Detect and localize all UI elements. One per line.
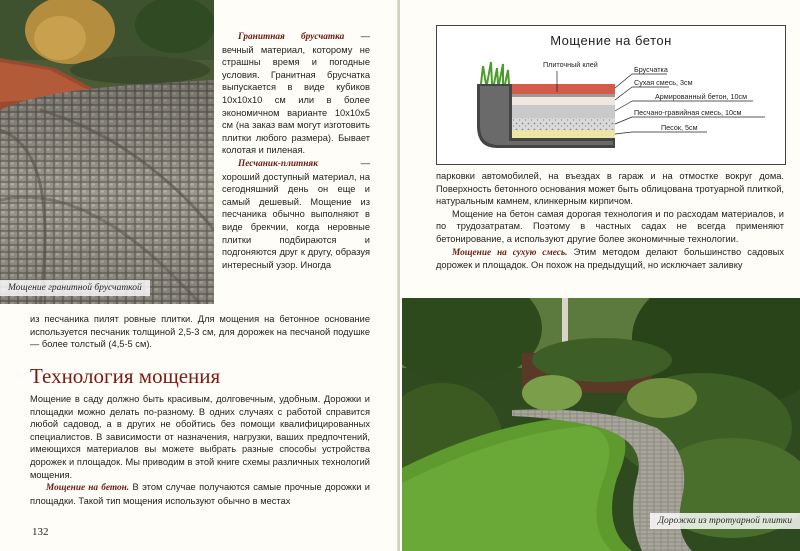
left-page: [0, 0, 398, 551]
granite-paving-illustration: [0, 0, 214, 304]
granite-text: — вечный материал, которому не страшны время и погодные условия. Гранитная брусчатка выпускается в виде кубиков 10х10х10 см или в более экономичном варианте 10х10х5 см (на заказ вам могут изготовить плитки любого размера). Бывает колотая и пиленая.: [222, 31, 370, 156]
dry-mix-text: Этим методом делают большинство садовых дорожек и площадок. Он похож на предыдущий, но исключает заливку: [436, 246, 784, 271]
page-number: 132: [32, 526, 49, 538]
concrete-lead: Мощение на бетон.: [46, 483, 130, 494]
granite-paragraph: [222, 30, 370, 157]
continued-text: из песчаника пилят ровные плитки. Для мощения на бетонное основание используется песчаник толщиной 2,5-3 см, для дорожек на песчаной подушке — более толстый (4,5-5 см).: [30, 314, 370, 350]
technology-body: [30, 393, 370, 507]
photo-caption: Мощение гранитной брусчаткой: [0, 280, 150, 296]
section-heading: Технология мощения: [30, 364, 221, 388]
label-dry-mix: Сухая смесь, 3см: [634, 78, 693, 87]
garden-photo-caption: Дорожка из тротуарной плитки: [650, 513, 800, 529]
concrete-text: В этом случае получаются самые прочные дорожки и площадки. Такой тип мощения используют обычно в местах: [30, 482, 370, 506]
concrete-paragraph: [30, 481, 370, 507]
sandstone-text: — хороший доступный материал, на сегодняшний день он еще и самый дешевый. Мощение из песчаника обычно выполняют в виде брекчии, когда неровные плитки подбираются и подгоняются друг к другу, образуя интересный узор. Иногда: [222, 157, 370, 270]
granite-sandstone-column: [222, 30, 370, 271]
concrete-text-block: [436, 170, 784, 272]
granite-paving-photo: [0, 0, 214, 304]
sandstone-lead: Песчаник-плитняк: [238, 158, 318, 169]
sandstone-continuation: [30, 313, 370, 351]
cost-paragraph: Мощение на бетон самая дорогая технология и по расходам материалов, и по трудозатратам. Поэтому в частных садах не всегда применяют бетонирование, а используют другие более экономичные технологии.: [436, 208, 784, 244]
label-adhesive: Плиточный клей: [543, 60, 598, 69]
dry-mix-lead: Мощение на сухую смесь.: [452, 247, 568, 258]
label-sand-gravel: Песчано-гравийная смесь, 10см: [634, 108, 742, 117]
garden-path-photo: [402, 298, 800, 551]
dry-mix-paragraph: [436, 246, 784, 272]
label-concrete: Армированный бетон, 10см: [655, 92, 748, 101]
sandstone-paragraph: [222, 157, 370, 271]
parking-paragraph: парковки автомобилей, на въездах в гараж и на отмостке вокруг дома. Поверхность бетонного основания может быть облицована тротуарной плиткой, натуральным камнем, клинкерным кирпичом.: [436, 171, 784, 207]
diagram-title: Мощение на бетон: [550, 33, 672, 48]
label-paving: Брусчатка: [634, 65, 668, 74]
granite-lead: Гранитная брусчатка: [238, 32, 345, 42]
concrete-paving-diagram: [436, 25, 786, 165]
technology-paragraph: Мощение в саду должно быть красивым, долговечным, удобным. Дорожки и площадки можно делать по-разному. В одних случаях с работой справится любой садовод, а в других не обойтись без помощи квалифицированных специалистов. В зависимости от назначения, нагрузки, ваших предпочтений, имеющихся материалов вы можете выбрать разные способы устройства дорожек и площадок. Мы приводим в этой книге схемы различных технологий мощения.: [30, 394, 370, 480]
label-sand: Песок, 5см: [661, 123, 698, 132]
right-page: [400, 0, 800, 551]
